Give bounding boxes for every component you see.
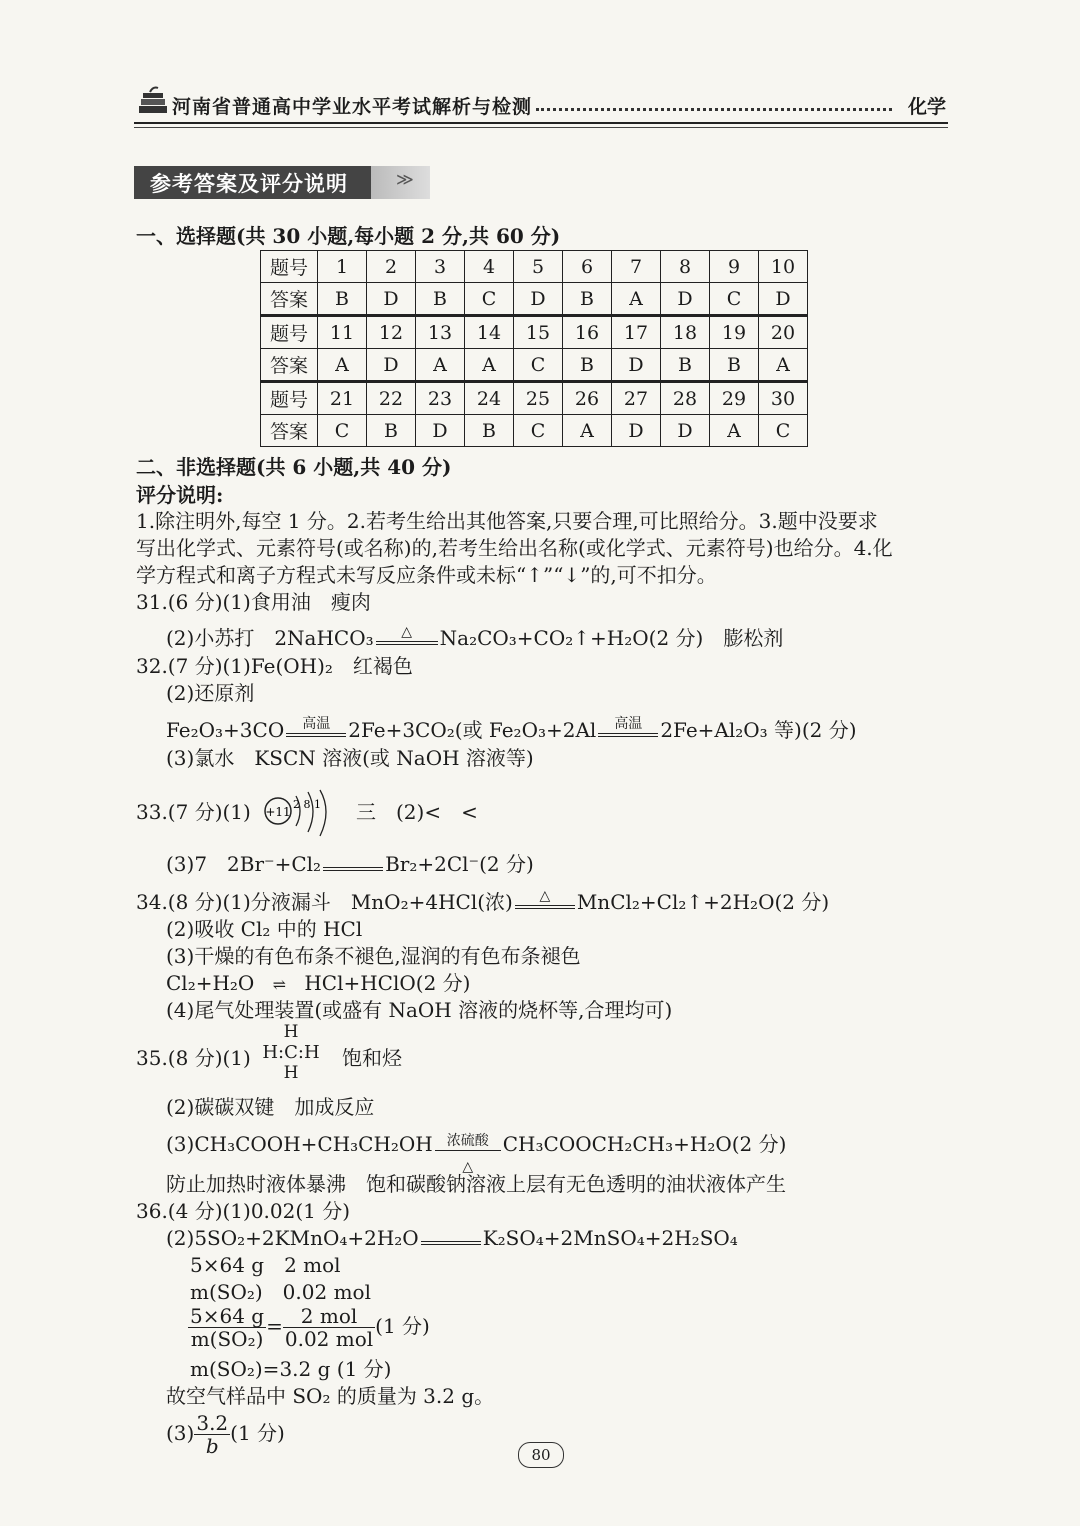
table-cell-number: 5 [514,251,563,283]
table-cell-number: 10 [759,251,808,283]
q35-line4: 防止加热时液体暴沸 饱和碳酸钠溶液上层有无色透明的油状液体产生 [166,1172,786,1196]
table-cell-number: 2 [367,251,416,283]
svg-text:2 8 1: 2 8 1 [293,798,321,811]
header-title: 河南省普通高中学业水平考试解析与检测 [172,96,533,118]
q33-line1: 33.(7 分)(1) [136,800,251,824]
table-cell-number: 20 [759,316,808,349]
q35-line3: (3)CH₃COOH+CH₃CH₂OH 浓硫酸 △ CH₃COOCH₂CH₃+H₂O(2 分) [166,1132,787,1175]
q36-line6: m(SO₂)=3.2 g (1 分) [190,1357,392,1381]
table-cell-answer: C [318,415,367,447]
table-cell-number: 9 [710,251,759,283]
table-cell-answer: A [710,415,759,447]
table-cell-number: 4 [465,251,514,283]
q35-line2: (2)碳碳双键 加成反应 [166,1095,375,1119]
q32-line1: 32.(7 分)(1)Fe(OH)₂ 红褐色 [136,654,413,678]
table-cell-answer: C [465,283,514,316]
table-row-answers [261,415,808,447]
q35-line1-rest: 饱和烃 [342,1046,402,1070]
table-cell-answer: C [759,415,808,447]
header-dot-leader [536,108,892,111]
table-row-numbers [261,251,808,283]
table-cell-number: 3 [416,251,465,283]
table-cell-answer: D [367,283,416,316]
table-cell-number: 18 [661,316,710,349]
table-cell-answer: D [416,415,465,447]
table-cell-label: 题号 [261,251,318,283]
table-cell-label: 答案 [261,349,318,382]
table-cell-number: 21 [318,382,367,415]
table-cell-label: 答案 [261,283,318,316]
table-cell-answer: D [661,415,710,447]
header-rule-thin [134,127,948,128]
table-cell-answer: B [563,349,612,382]
table-cell-number: 22 [367,382,416,415]
table-cell-number: 17 [612,316,661,349]
table-cell-number: 26 [563,382,612,415]
q33-line1-rest: 三 (2)< < [356,800,478,824]
table-row-numbers [261,316,808,349]
table-row-answers [261,349,808,382]
table-cell-number: 28 [661,382,710,415]
q36-line3: 5×64 g 2 mol [190,1253,341,1277]
table-cell-answer: A [759,349,808,382]
table-cell-number: 29 [710,382,759,415]
methane-electron-formula: H H:C:H H [262,1022,320,1083]
table-cell-number: 6 [563,251,612,283]
double-chevron-icon: ≫ [396,170,414,190]
section1-title: 一、选择题(共 30 小题,每小题 2 分,共 60 分) [136,224,561,248]
table-cell-answer: C [514,349,563,382]
q36-proportion: $\frac{5\times 64 g}{\text{m(SO₂)}}$ = $\frac{\text{2 mol}}{\text{0.02 mol}}$ (1 分) [190,1304,430,1351]
table-cell-answer: B [465,415,514,447]
table-cell-label: 题号 [261,382,318,415]
book-stack-icon [136,86,170,116]
table-cell-number: 7 [612,251,661,283]
svg-text:+11: +11 [265,805,291,819]
header-subject: 化学 [908,96,947,118]
scoring-line: 写出化学式、元素符号(或名称)的,若考生给出名称(或化学式、元素符号)也给分。4.化 [136,536,893,560]
table-cell-answer: A [318,349,367,382]
q32-line4: (3)氯水 KSCN 溶液(或 NaOH 溶液等) [166,746,534,770]
section-banner-title: 参考答案及评分说明 [150,172,348,196]
answer-table [260,250,808,447]
table-cell-number: 30 [759,382,808,415]
q36-line1: 36.(4 分)(1)0.02(1 分) [136,1199,351,1223]
table-cell-answer: D [759,283,808,316]
q35-line1: 35.(8 分)(1) [136,1046,251,1070]
table-cell-answer: C [710,283,759,316]
table-cell-number: 11 [318,316,367,349]
table-cell-number: 16 [563,316,612,349]
table-row-answers [261,283,808,316]
table-cell-answer: B [416,283,465,316]
table-cell-number: 13 [416,316,465,349]
table-cell-answer: B [661,349,710,382]
table-cell-answer: B [367,415,416,447]
table-cell-number: 8 [661,251,710,283]
header-rule [134,122,948,124]
table-cell-number: 23 [416,382,465,415]
scoring-line: 1.除注明外,每空 1 分。2.若考生给出其他答案,只要合理,可比照给分。3.题中没要求 [136,509,878,533]
q31-line1: 31.(6 分)(1)食用油 瘦肉 [136,590,371,614]
scoring-line: 学方程式和离子方程式未写反应条件或未标“↑”“↓”的,可不扣分。 [136,563,717,587]
scoring-title: 评分说明: [136,483,224,507]
page-number: 80 [518,1442,564,1468]
q36-line8: (3) $\frac{3.2}{b}$ (1 分) [166,1411,285,1458]
table-cell-answer: B [318,283,367,316]
q34-line4: Cl₂+H₂O ⇌ HCl+HClO(2 分) [166,971,471,995]
q31-line2: (2)小苏打 2NaHCO₃ △ Na₂CO₃+CO₂↑+H₂O(2 分) 膨松剂 [166,624,784,650]
table-row-numbers [261,382,808,415]
table-cell-answer: D [612,415,661,447]
table-cell-answer: A [612,283,661,316]
table-cell-answer: D [367,349,416,382]
table-cell-answer: D [514,283,563,316]
table-cell-answer: B [710,349,759,382]
sodium-atom-structure-diagram [262,788,338,838]
table-cell-number: 24 [465,382,514,415]
q33-line2: (3)7 2Br⁻+Cl₂ Br₂+2Cl⁻(2 分) [166,852,534,876]
q34-line5: (4)尾气处理装置(或盛有 NaOH 溶液的烧杯等,合理均可) [166,998,673,1022]
table-cell-number: 15 [514,316,563,349]
q36-line4: m(SO₂) 0.02 mol [190,1280,371,1304]
table-cell-label: 题号 [261,316,318,349]
table-cell-answer: A [563,415,612,447]
table-cell-number: 19 [710,316,759,349]
table-cell-answer: A [465,349,514,382]
q34-line3: (3)干燥的有色布条不褪色,湿润的有色布条褪色 [166,944,581,968]
table-cell-answer: D [661,283,710,316]
q36-line7: 故空气样品中 SO₂ 的质量为 3.2 g。 [166,1384,495,1408]
table-cell-number: 27 [612,382,661,415]
q32-line2: (2)还原剂 [166,681,255,705]
q34-line2: (2)吸收 Cl₂ 中的 HCl [166,917,363,941]
table-cell-number: 1 [318,251,367,283]
table-cell-number: 14 [465,316,514,349]
q34-line1: 34.(8 分)(1)分液漏斗 MnO₂+4HCl(浓) △ MnCl₂+Cl₂↑+2H₂O(2 分) [136,888,830,914]
section2-title: 二、非选择题(共 6 小题,共 40 分) [136,455,452,479]
q36-line2: (2)5SO₂+2KMnO₄+2H₂O K₂SO₄+2MnSO₄+2H₂SO₄ [166,1226,738,1250]
q32-line3: Fe₂O₃+3CO 高温 2Fe+3CO₂(或 Fe₂O₃+2Al 高温 2Fe+Al₂O₃ 等)(2 分) [166,716,857,742]
table-cell-answer: C [514,415,563,447]
table-cell-number: 25 [514,382,563,415]
table-cell-label: 答案 [261,415,318,447]
table-cell-answer: B [563,283,612,316]
table-cell-answer: D [612,349,661,382]
table-cell-answer: A [416,349,465,382]
table-cell-number: 12 [367,316,416,349]
